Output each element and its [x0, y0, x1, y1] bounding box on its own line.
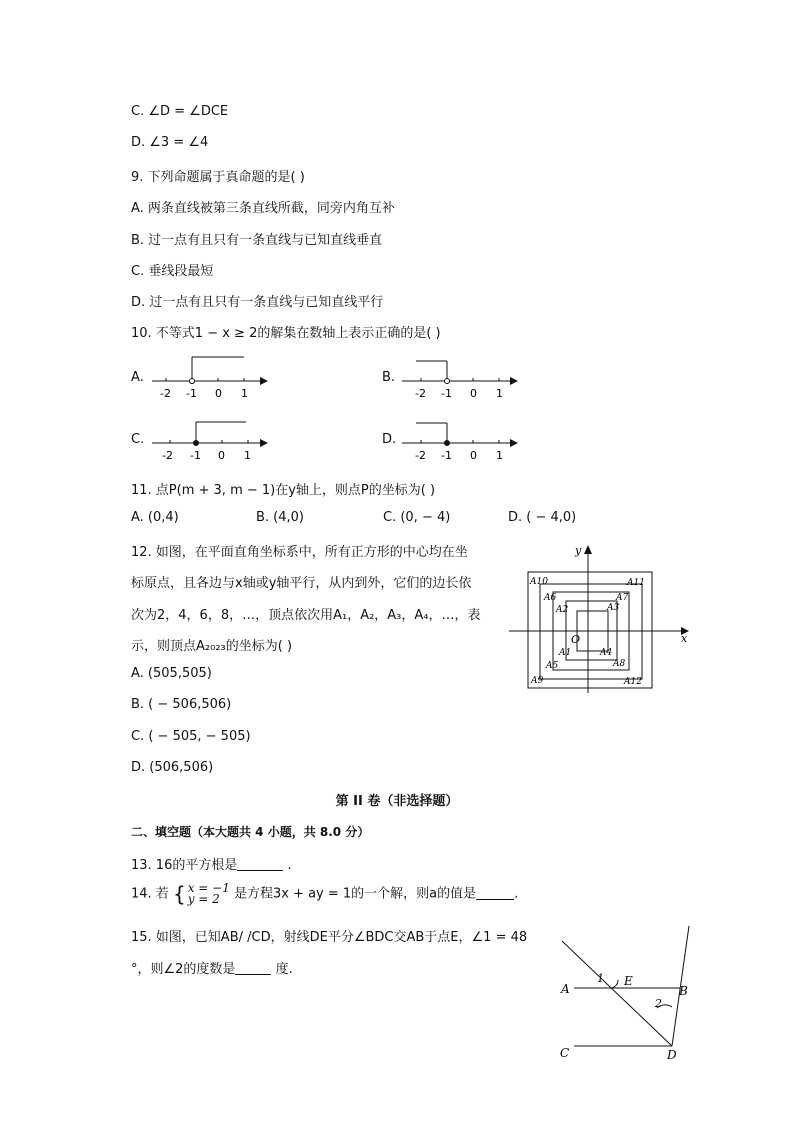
- q10-option-c-number-line: [150, 414, 270, 464]
- q12-option-d: D. (506,506): [131, 760, 214, 775]
- q14-prefix: 14. 若: [131, 886, 169, 902]
- q13: [131, 854, 292, 873]
- vertex-label: A8: [613, 659, 626, 669]
- tick-label: -2: [415, 387, 426, 400]
- angle-label: 2: [655, 997, 662, 1010]
- vertex-label: A6: [544, 593, 557, 603]
- q10-option-c-label: C.: [131, 432, 145, 447]
- q12-stem-line-4: 示，则顶点A₂₀₂₃的坐标为( ): [131, 639, 293, 654]
- angle-label: 1: [597, 972, 604, 985]
- q10-option-b-label: B.: [382, 370, 396, 385]
- q9-option-c: C. 垂线段最短: [131, 264, 214, 279]
- tick-label: -1: [186, 387, 197, 400]
- tick-label: -1: [441, 387, 452, 400]
- vertex-label: A9: [531, 676, 544, 686]
- point-label: C: [560, 1046, 570, 1060]
- q10-option-b-number-line: [400, 352, 520, 402]
- q14-answer-blank[interactable]: [476, 887, 514, 900]
- q10-stem: 10. 不等式1 − x ≥ 2的解集在数轴上表示正确的是( ): [131, 326, 441, 341]
- q15-answer-blank[interactable]: [235, 962, 271, 975]
- y-axis-label: y: [575, 544, 582, 557]
- point-label: B: [679, 984, 688, 998]
- q8-option-c: C. ∠D = ∠DCE: [131, 104, 229, 119]
- q15-parallel-lines-figure: [555, 920, 705, 1065]
- q10-option-d-number-line: [400, 414, 520, 464]
- q11-option-d: D. ( − 4,0): [508, 510, 577, 525]
- vertex-label: A5: [546, 661, 559, 671]
- q14: [131, 882, 518, 906]
- q11-stem: 11. 点P(m + 3, m − 1)在y轴上，则点P的坐标为( ): [131, 483, 436, 498]
- tick-label: 1: [244, 449, 251, 462]
- q9-option-a: A. 两条直线被第三条直线所截，同旁内角互补: [131, 201, 395, 216]
- vertex-label: A7: [616, 593, 629, 603]
- q12-option-b: B. ( − 506,506): [131, 697, 232, 712]
- part2-title: 第 II 卷（非选择题）: [335, 794, 459, 809]
- q12-stem-line-1: 12. 如图，在平面直角坐标系中，所有正方形的中心均在坐: [131, 545, 468, 560]
- vertex-label: A11: [627, 578, 645, 588]
- tick-label: -2: [160, 387, 171, 400]
- system-bottom: y = 2: [187, 892, 220, 906]
- vertex-label: A2: [556, 605, 569, 615]
- q15-line-2: [131, 958, 293, 977]
- tick-label: -1: [441, 449, 452, 462]
- vertex-label: A1: [559, 648, 572, 658]
- q8-option-d: D. ∠3 = ∠4: [131, 135, 209, 150]
- q9-option-b: B. 过一点有且只有一条直线与已知直线垂直: [131, 233, 383, 248]
- vertex-label: A3: [607, 603, 620, 613]
- point-label: A: [561, 982, 570, 996]
- tick-label: 1: [496, 387, 503, 400]
- q15-line-1: 15. 如图，已知AB/ /CD，射线DE平分∠BDC交AB于点E，∠1 = 48: [131, 930, 528, 945]
- q13-suffix: .: [283, 858, 292, 873]
- tick-label: -2: [415, 449, 426, 462]
- q12-stem-line-2: 标原点，且各边与x轴或y轴平行，从内到外，它们的边长依: [131, 576, 472, 591]
- q9-stem: 9. 下列命题属于真命题的是( ): [131, 170, 305, 185]
- tick-label: 1: [496, 449, 503, 462]
- q12-option-a: A. (505,505): [131, 666, 212, 681]
- q10-option-d-label: D.: [382, 432, 397, 447]
- tick-label: 0: [218, 449, 225, 462]
- q9-option-d: D. 过一点有且只有一条直线与已知直线平行: [131, 295, 384, 310]
- q15-line-2-prefix: °，则∠2的度数是: [131, 962, 236, 977]
- q13-prefix: 13. 16的平方根是: [131, 858, 238, 873]
- tick-label: 0: [470, 449, 477, 462]
- x-axis-label: x: [681, 632, 688, 645]
- q14-suffix: .: [514, 886, 519, 902]
- vertex-label: A10: [530, 577, 548, 587]
- q11-option-a: A. (0,4): [131, 510, 179, 525]
- q12-nested-squares-figure: [505, 540, 695, 695]
- origin-label: O: [571, 633, 581, 646]
- equation-system: [188, 883, 230, 905]
- point-label: E: [624, 974, 633, 988]
- tick-label: 1: [241, 387, 248, 400]
- tick-label: 0: [215, 387, 222, 400]
- q12-option-c: C. ( − 505, − 505): [131, 729, 251, 744]
- q11-option-c: C. (0, − 4): [383, 510, 451, 525]
- fill-blank-section-heading: 二、填空题（本大题共 4 小题，共 8.0 分）: [131, 825, 370, 839]
- tick-label: 0: [470, 387, 477, 400]
- vertex-label: A4: [600, 648, 613, 658]
- tick-label: -2: [162, 449, 173, 462]
- q10-option-a-number-line: [150, 352, 270, 402]
- brace-icon: {: [172, 882, 186, 906]
- q13-answer-blank[interactable]: [237, 858, 283, 871]
- tick-label: -1: [190, 449, 201, 462]
- system-top: x = −1: [187, 881, 230, 895]
- q11-option-b: B. (4,0): [256, 510, 305, 525]
- q12-stem-line-3: 次为2，4，6，8，…，顶点依次用A₁，A₂，A₃，A₄，…，表: [131, 608, 481, 623]
- point-label: D: [667, 1048, 677, 1062]
- q10-option-a-label: A.: [131, 370, 144, 385]
- q14-middle: 是方程3x + ay = 1的一个解，则a的值是: [233, 886, 477, 902]
- vertex-label: A12: [624, 677, 642, 687]
- q15-line-2-suffix: 度.: [271, 962, 293, 977]
